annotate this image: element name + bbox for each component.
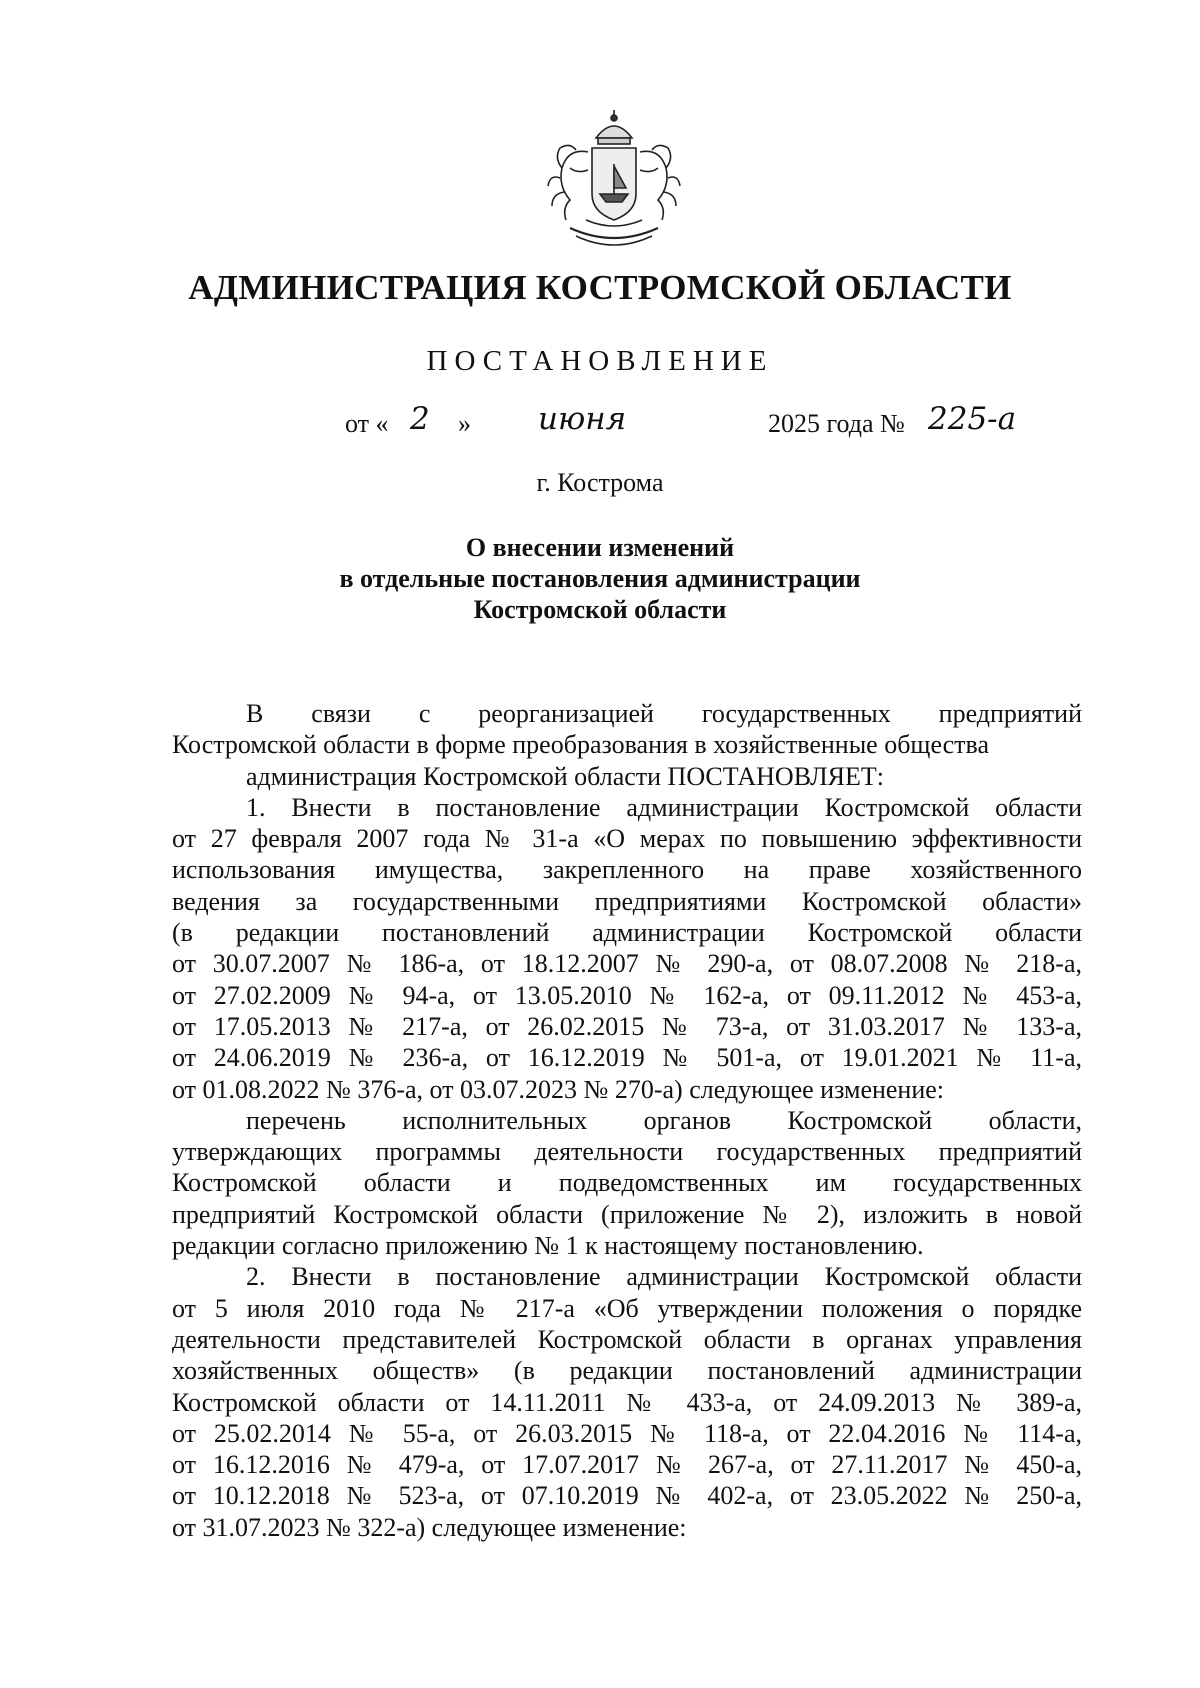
- date-day-handwritten: 2: [410, 401, 430, 437]
- body-line: от 31.07.2023 № 322-а) следующее изменение:: [172, 1512, 687, 1542]
- body-line: предприятий Костромской области (приложение № 2), изложить в новой: [172, 1199, 1082, 1229]
- date-line: [0, 401, 1200, 445]
- date-close-quote: »: [458, 409, 471, 438]
- body-line: 1. Внести в постановление администрации Костромской области: [246, 792, 1082, 822]
- body-line: Костромской области и подведомственных им государственных: [172, 1168, 1082, 1198]
- body-line: Костромской области в форме преобразования в хозяйственные общества: [172, 730, 990, 760]
- organization-heading: АДМИНИСТРАЦИЯ КОСТРОМСКОЙ ОБЛАСТИ: [188, 268, 1012, 307]
- body-line: хозяйственных обществ» (в редакции постановлений администрации: [172, 1356, 1082, 1386]
- date-year: 2025 года №: [768, 409, 905, 438]
- body-line: от 5 июля 2010 года № 217-а «Об утверждении положения о порядке: [172, 1293, 1082, 1323]
- body-line: от 10.12.2018 № 523-а, от 07.10.2019 № 402-а, от 23.05.2022 № 250-а,: [172, 1481, 1082, 1511]
- body-line: В связи с реорганизацией государственных предприятий: [246, 699, 1082, 728]
- body-line: от 01.08.2022 № 376-а, от 03.07.2023 № 270-а) следующее изменение:: [172, 1074, 945, 1104]
- body-line: (в редакции постановлений администрации Костромской области: [172, 918, 1082, 948]
- body-line: Костромской области от 14.11.2011 № 433-а, от 24.09.2013 № 389-а,: [172, 1387, 1082, 1417]
- title-line: Костромской области: [473, 595, 727, 624]
- body-line: ведения за государственными предприятиями Костромской области»: [172, 886, 1082, 916]
- date-month-handwritten: июня: [538, 401, 627, 437]
- body-line: от 24.06.2019 № 236-а, от 16.12.2019 № 501-а, от 19.01.2021 № 11-а,: [172, 1043, 1082, 1073]
- body-line: деятельности представителей Костромской области в органах управления: [172, 1324, 1082, 1354]
- body-line: от 30.07.2007 № 186-а, от 18.12.2007 № 290-а, от 08.07.2008 № 218-а,: [172, 949, 1082, 979]
- coat-of-arms-icon: [540, 108, 688, 256]
- body-line: редакции согласно приложению № 1 к настоящему постановлению.: [172, 1231, 924, 1261]
- body-line: 2. Внести в постановление администрации Костромской области: [246, 1262, 1082, 1292]
- body-line: перечень исполнительных органов Костромской области,: [246, 1105, 1082, 1135]
- city-line: г. Кострома: [536, 468, 664, 497]
- body-line: от 17.05.2013 № 217-а, от 26.02.2015 № 73-а, от 31.03.2017 № 133-а,: [172, 1011, 1082, 1041]
- title-line: в отдельные постановления администрации: [339, 564, 861, 593]
- document-type-heading: ПОСТАНОВЛЕНИЕ: [426, 345, 774, 377]
- document-number-handwritten: 225-а: [928, 401, 1017, 437]
- body-line: использования имущества, закрепленного на праве хозяйственного: [172, 855, 1082, 885]
- body-line: от 27 февраля 2007 года № 31-а «О мерах по повышению эффективности: [172, 824, 1082, 854]
- document-title: [0, 532, 1200, 625]
- body-line: утверждающих программы деятельности государственных предприятий: [172, 1137, 1082, 1167]
- document-body: [172, 698, 1082, 1543]
- body-line: от 25.02.2014 № 55-а, от 26.03.2015 № 118-а, от 22.04.2016 № 114-а,: [172, 1418, 1082, 1448]
- body-line: от 27.02.2009 № 94-а, от 13.05.2010 № 162-а, от 09.11.2012 № 453-а,: [172, 980, 1082, 1010]
- title-line: О внесении изменений: [465, 533, 735, 562]
- body-line: от 16.12.2016 № 479-а, от 17.07.2017 № 267-а, от 27.11.2017 № 450-а,: [172, 1450, 1082, 1480]
- body-line: администрация Костромской области ПОСТАНОВЛЯЕТ:: [246, 761, 885, 791]
- date-prefix: от «: [345, 409, 389, 438]
